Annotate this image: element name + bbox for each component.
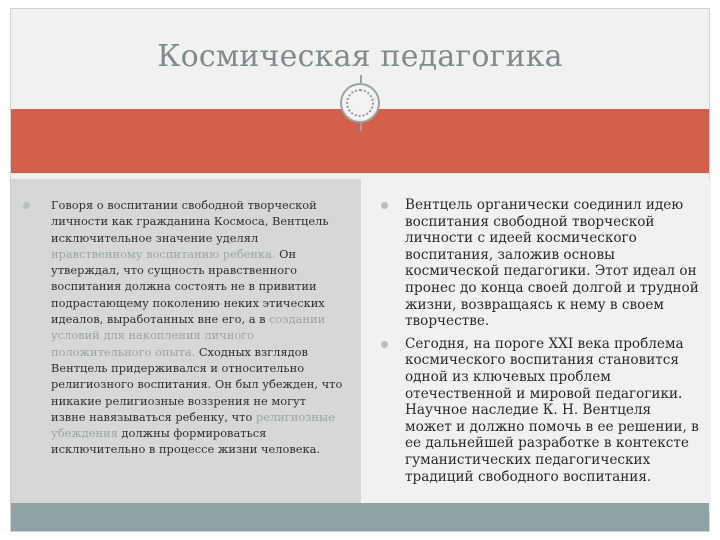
slide-title: Космическая педагогика: [157, 39, 563, 74]
left-seg-5: религиозные убеждения: [51, 409, 335, 441]
left-seg-6: должны формироваться исключительно в процессе жизни человека.: [51, 426, 321, 457]
right-bullet-list: [405, 197, 701, 485]
bullet-icon: [381, 202, 388, 209]
right-bullet-item-1: [405, 197, 701, 330]
left-bullet-item: [51, 197, 343, 458]
left-seg-1: нравственному воспитанию ребенка.: [51, 246, 276, 261]
right-item-text-1: Вентцель органически соединил идею воспитания свободной творческой личности с идеей космического воспитания, заложив основы космической педагогики. Этот идеал он пронес до конца своей долгой и трудной жизни, возвращаясь к нему в своем творчестве.: [405, 197, 699, 330]
slide: [10, 8, 710, 532]
left-seg-3: создании условий для накопления личного положительного опыта.: [51, 312, 326, 359]
bullet-icon: [23, 202, 30, 209]
left-seg-4: Сходных взглядов Вентцель придерживался и относительно религиозного воспитания. Он был убежден, что никакие религиозные воззрения не могут извне навязываться ребенку, что: [51, 344, 343, 424]
right-item-text-2: Сегодня, на пороге XXI века проблема космического воспитания становится одной из ключевых проблем отечественной и мировой педагогики. Научное наследие К. Н. Вентцеля может и должно помочь в ее решении, в ее дальнейшей разработке в контексте гуманистических педагогических традиций свободного воспитания.: [405, 335, 699, 485]
left-seg-0: Говоря о воспитании свободной творческой личности как гражданина Космоса, Вентцель исключительное значение уделял: [51, 198, 329, 245]
bullet-icon: [381, 341, 388, 348]
emblem-inner-ring: [346, 89, 374, 117]
left-seg-2: Он утверждал, что сущность нравственного воспитания должна состоять не в привитии подрастающему поколению неких этических идеалов, выработанных вне его, а в: [51, 246, 325, 327]
circle-emblem-icon: [340, 83, 380, 123]
emblem-line-bottom: [360, 123, 362, 131]
footer-band: [11, 503, 709, 531]
right-bullet-item-2: [405, 336, 701, 485]
left-column: [11, 179, 361, 511]
right-column: [363, 179, 711, 511]
left-bullet-list: [51, 197, 343, 458]
emblem-line-top: [360, 75, 362, 83]
